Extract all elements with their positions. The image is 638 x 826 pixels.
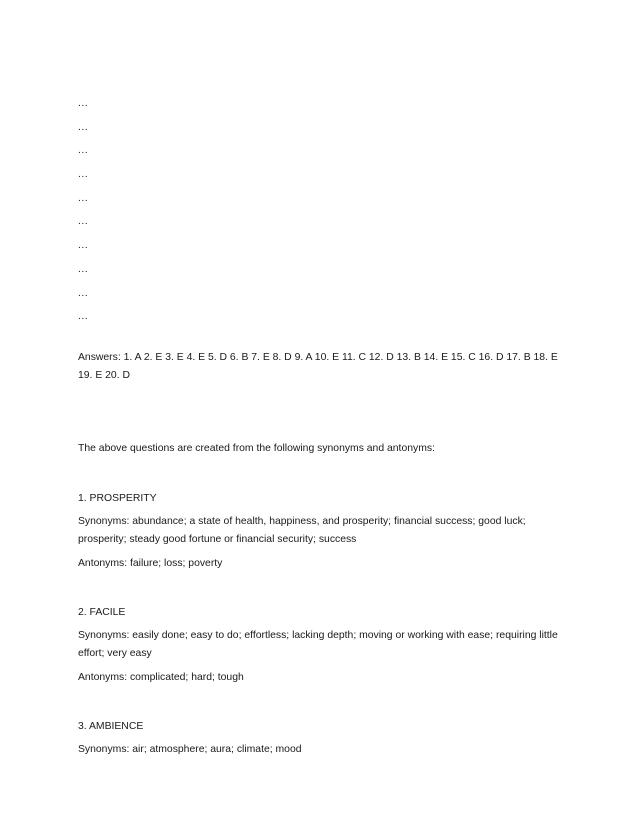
entry-heading-ambience: 3. AMBIENCE xyxy=(78,720,144,732)
entry-antonyms-prosperity: Antonyms: failure; loss; poverty xyxy=(78,557,223,569)
intro-text: The above questions are created from the following synonyms and antonyms: xyxy=(78,442,435,454)
ellipsis-line: ... xyxy=(78,240,89,252)
ellipsis-line: ... xyxy=(78,145,89,157)
ellipsis-line: ... xyxy=(78,98,89,109)
entry-synonyms-facile: Synonyms: easily done; easy to do; effortless; lacking depth; moving or working with ease; requiring little effort; very easy xyxy=(78,629,558,659)
ellipsis-line: ... xyxy=(78,311,89,323)
answer-key: Answers: 1. A 2. E 3. E 4. E 5. D 6. B 7. E 8. D 9. A 10. E 11. C 12. D 13. B 14. E 15. C 16. D 17. B 18. E 19. E 20. D xyxy=(78,351,558,381)
ellipsis-line: ... xyxy=(78,287,89,299)
ellipsis-line: ... xyxy=(78,192,89,204)
entry-heading-prosperity: 1. PROSPERITY xyxy=(78,492,157,504)
entry-synonyms-prosperity: Synonyms: abundance; a state of health, happiness, and prosperity; financial success; good luck; prosperity; steady good fortune or financial security; success xyxy=(78,515,526,545)
entry-antonyms-facile: Antonyms: complicated; hard; tough xyxy=(78,671,244,683)
omitted-questions-list xyxy=(78,96,568,333)
ellipsis-line: ... xyxy=(78,169,89,181)
document-content xyxy=(78,96,568,759)
ellipsis-line: ... xyxy=(78,216,89,228)
ellipsis-line: ... xyxy=(78,263,89,275)
entry-synonyms-ambience: Synonyms: air; atmosphere; aura; climate; mood xyxy=(78,743,302,755)
entry-heading-facile: 2. FACILE xyxy=(78,606,126,618)
ellipsis-line: ... xyxy=(78,121,89,133)
